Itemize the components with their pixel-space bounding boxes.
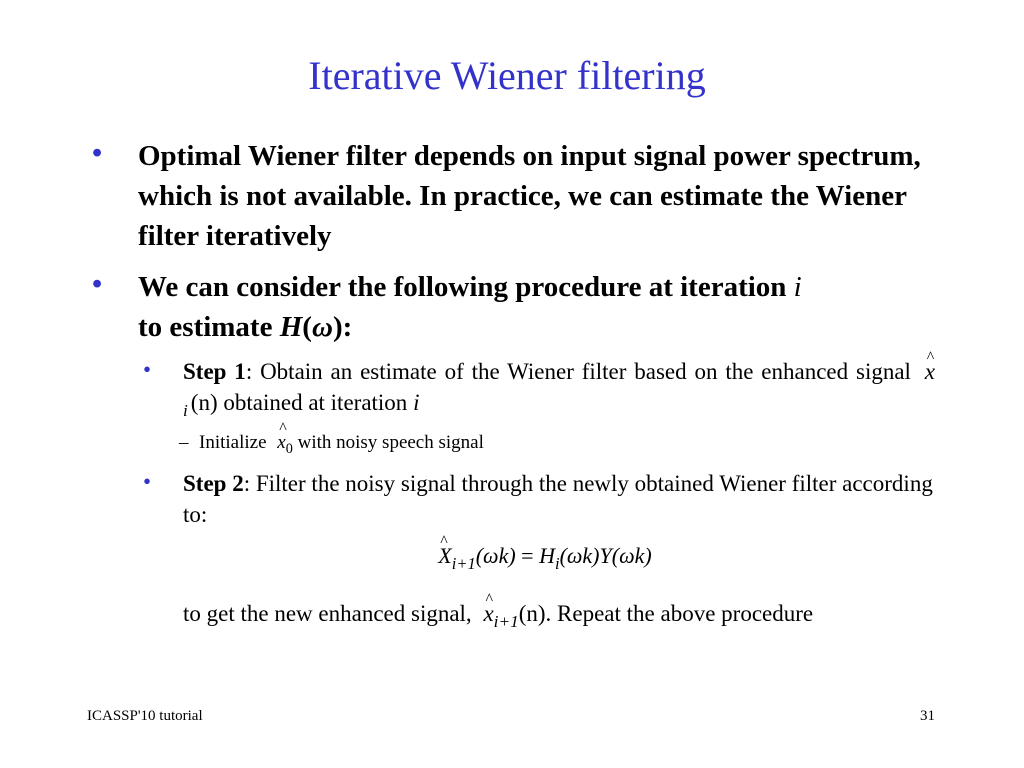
step2-text: : Filter the noisy signal through the newly obtained Wiener filter according to: bbox=[183, 471, 933, 527]
iteration-variable: i bbox=[793, 271, 802, 303]
paren-close: ): bbox=[332, 311, 353, 343]
step2-label: Step 2 bbox=[183, 471, 244, 496]
filter-function: H bbox=[279, 311, 303, 343]
footer-label: ICASSP'10 tutorial bbox=[87, 708, 203, 724]
init-subitem bbox=[179, 430, 484, 462]
bullet-icon: • bbox=[143, 357, 152, 382]
bullet-text-2: to estimate bbox=[138, 311, 273, 343]
initial-signal-symbol: ^ $x_0$ bbox=[277, 432, 293, 453]
new-enhanced-signal-symbol: ^ $x_{i+1}(n)$ bbox=[483, 601, 545, 626]
step1-sep: : bbox=[245, 359, 253, 384]
equation-equals: = bbox=[521, 543, 534, 568]
step2-tail-text: to get the new enhanced signal, bbox=[183, 601, 472, 626]
step2-tail bbox=[183, 593, 943, 642]
bullet-icon: • bbox=[92, 268, 103, 300]
enhanced-signal-symbol: ^ $x_i$ (n) bbox=[183, 359, 935, 415]
paren-open: ( bbox=[302, 311, 312, 343]
equation-rhs: $H_i(\omega k)Y(\omega k)$ bbox=[539, 543, 652, 573]
step1-item bbox=[143, 356, 936, 426]
equation-lhs: ^ $X_{i+1}(\omega k)$ bbox=[438, 543, 515, 568]
slide-title: Iterative Wiener filtering bbox=[308, 53, 706, 98]
step2-tail-text-2: . Repeat the above procedure bbox=[545, 601, 814, 626]
step2-item bbox=[143, 468, 935, 530]
bullet-optimal-wiener bbox=[92, 136, 938, 256]
step1-text-2: obtained at iteration bbox=[223, 390, 408, 415]
dash-icon: – bbox=[179, 432, 189, 453]
step1-iteration: i bbox=[413, 390, 420, 415]
bullet-text: We can consider the following procedure at iteration bbox=[138, 271, 787, 303]
wiener-equation bbox=[0, 536, 1024, 584]
step1-text: Obtain an estimate of the Wiener filter based on the enhanced signal bbox=[260, 359, 911, 384]
init-text-2: with noisy speech signal bbox=[297, 432, 484, 453]
bullet-icon: • bbox=[143, 469, 152, 494]
bullet-procedure bbox=[92, 267, 938, 347]
omega-symbol: ω bbox=[311, 311, 333, 343]
bullet-text: Optimal Wiener filter depends on input signal power spectrum, which is not available. In practice, we can estimate the Wiener filter iteratively bbox=[138, 140, 921, 252]
page-number: 31 bbox=[920, 708, 935, 724]
step1-label: Step 1 bbox=[183, 359, 246, 384]
bullet-icon: • bbox=[92, 137, 103, 169]
init-text: Initialize bbox=[199, 432, 267, 453]
